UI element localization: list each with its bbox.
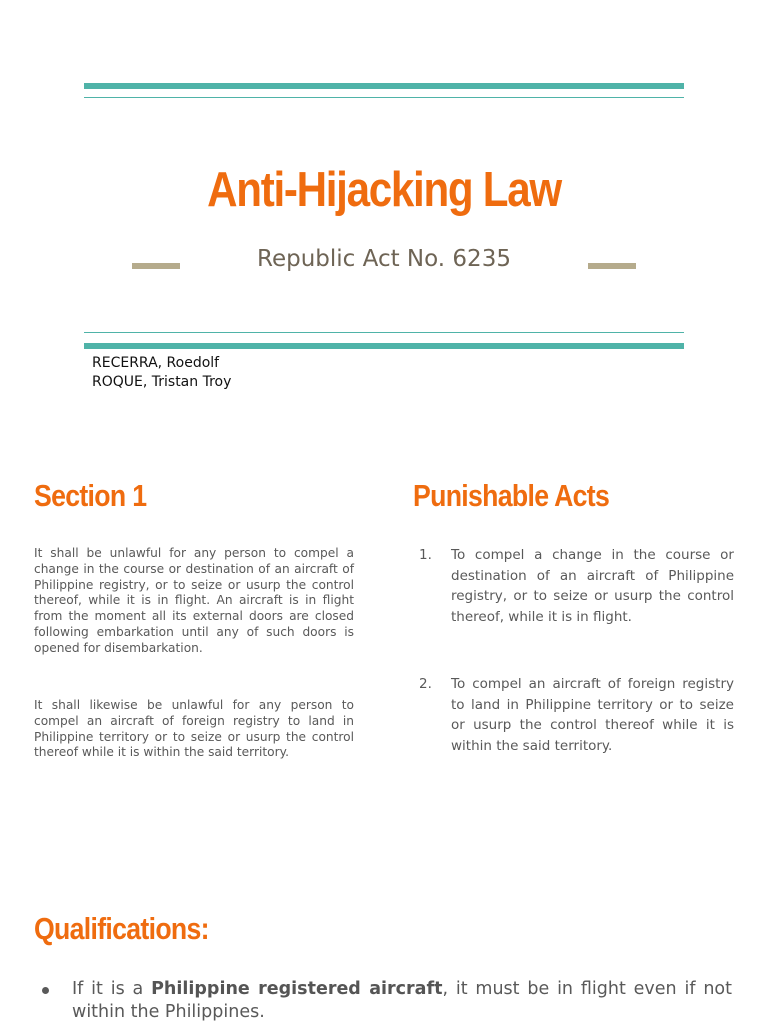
punishable-acts-list bbox=[412, 674, 734, 756]
list-item-number: 2. bbox=[419, 676, 432, 692]
list-item-text: To compel a change in the course or destination of an aircraft of Philippine registry, or to seize or usurp the control thereof, while it is in flight. bbox=[451, 547, 734, 625]
punishable-acts-list bbox=[412, 545, 734, 627]
top-accent-rule-thick bbox=[84, 83, 684, 89]
bullet-text-bold: Philippine registered aircraft bbox=[151, 979, 443, 999]
bullet-dot-icon bbox=[42, 987, 49, 994]
list-item bbox=[412, 674, 734, 756]
qualification-bullet bbox=[38, 978, 732, 1023]
section-1-heading: Section 1 bbox=[34, 478, 147, 513]
page-title: Anti-Hijacking Law bbox=[207, 163, 561, 217]
right-decorative-dash bbox=[588, 263, 636, 269]
section-1-paragraph: It shall likewise be unlawful for any person to compel an aircraft of foreign registry to land in Philippine territory or to seize or usurp the control thereof while it is within the said territory. bbox=[34, 698, 354, 760]
section-1-paragraph: It shall be unlawful for any person to compel a change in the course or destination of an aircraft of Philippine registry, or to seize or usurp the control thereof, while it is in flight. An aircraft is in flight from the moment all its external doors are closed following embarkation until any of such doors is opened for disembarkation. bbox=[34, 546, 354, 655]
top-accent-rule-thin bbox=[84, 97, 684, 98]
bottom-accent-rule-thin bbox=[84, 332, 684, 333]
punishable-acts-heading: Punishable Acts bbox=[413, 478, 610, 513]
author-name: RECERRA, Roedolf bbox=[92, 355, 220, 371]
bullet-text-pre: If it is a bbox=[72, 979, 152, 999]
list-item bbox=[412, 545, 734, 627]
qualifications-heading: Qualifications: bbox=[34, 911, 209, 946]
page-subtitle: Republic Act No. 6235 bbox=[257, 246, 511, 272]
author-name: ROQUE, Tristan Troy bbox=[92, 374, 232, 390]
bullet-text bbox=[38, 978, 732, 1023]
list-item-number: 1. bbox=[419, 547, 432, 563]
bullet-text-post: , it must be in flight even if not within the Philippines. bbox=[72, 979, 732, 1022]
list-item-text: To compel an aircraft of foreign registry to land in Philippine territory or to seize or usurp the control thereof while it is within the said territory. bbox=[451, 676, 734, 754]
author-list bbox=[92, 354, 231, 392]
bottom-accent-rule-thick bbox=[84, 343, 684, 349]
